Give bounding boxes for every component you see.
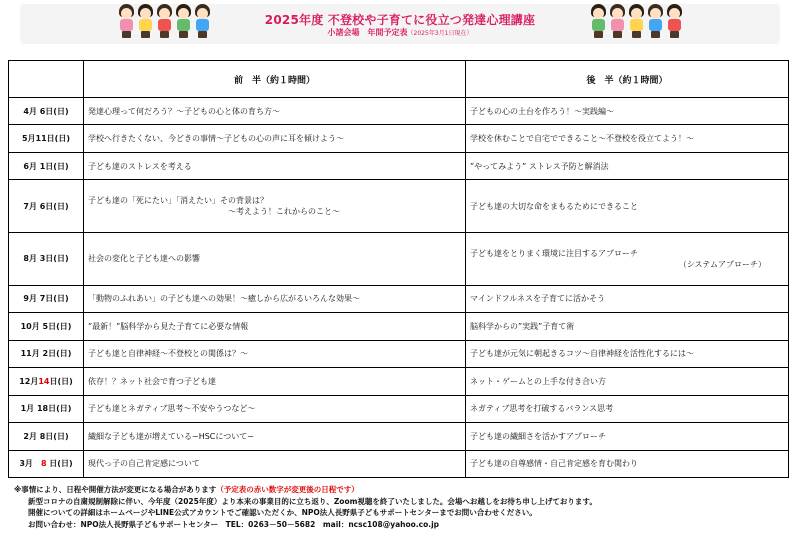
- first-half-topic: 学校へ行きたくない、今どきの事情～子どもの心の声に耳を傾けよう～: [84, 125, 466, 152]
- session-date: [9, 368, 84, 395]
- first-half-topic: 子ども達と自律神経～不登校との関係は？～: [84, 340, 466, 367]
- second-half-topic: 学校を休むことで自宅でできること～不登校を役立てよう！～: [466, 125, 789, 152]
- table-row: [9, 395, 789, 422]
- table-row: [9, 180, 789, 233]
- table-row: [9, 98, 789, 125]
- first-half-topic: 子ども達のストレスを考える: [84, 152, 466, 179]
- first-half-topic: 子ども達とネガティブ思考～不安やうつなど～: [84, 395, 466, 422]
- asof-label: （2025年3月1日現在）: [407, 30, 473, 37]
- details-notice: 開催についての詳細はホームページやLINE公式アカウントでご確認いただくか、NPO法人長野県子どもサポートセンターまでお問い合わせください。: [28, 508, 537, 517]
- schedule-table: [8, 60, 789, 478]
- change-notice-lead: ※事情により、日程や開催方法が変更になる場合があります: [14, 485, 217, 494]
- second-half-topic: 子ども達の自尊感情・自己肯定感を育む関わり: [466, 450, 789, 478]
- footer-notes: [14, 484, 784, 530]
- first-half-topic: 依存！？ネット社会で育つ子ども達: [84, 368, 466, 395]
- page-title: 2025年度 不登校や子育てに役立つ発達心理講座: [264, 13, 536, 27]
- first-half-topic: 社会の変化と子ども達への影響: [84, 233, 466, 286]
- first-half-topic: ”最新！”脳科学から見た子育てに必要な情報: [84, 313, 466, 340]
- second-half-topic: 子どもの心の土台を作ろう！～実践編～: [466, 98, 789, 125]
- changed-date-number: 14: [38, 376, 50, 386]
- first-half-topic: 繊細な子ども達が増えている~HSCについて~: [84, 423, 466, 450]
- second-half-topic: 子ども達の大切な命をまもるためにできること: [466, 180, 789, 233]
- table-row: [9, 423, 789, 450]
- date-suffix: 日(日): [46, 459, 73, 469]
- table-header-row: [9, 61, 789, 98]
- second-half-topic: 子ども達の繊細さを活かすアプローチ: [466, 423, 789, 450]
- second-half-topic: 脳科学からの”実践”子育て術: [466, 313, 789, 340]
- first-half-topic-line1: 子ども達の「死にたい」「消えたい」その背景は？: [88, 196, 268, 206]
- session-date: 9月 7日(日): [9, 285, 84, 312]
- second-half-topic: 子ども達が元気に朝起きるコツ～自律神経を活性化するには～: [466, 340, 789, 367]
- session-date: 10月 5日(日): [9, 313, 84, 340]
- session-date: 2月 8日(日): [9, 423, 84, 450]
- date-suffix: 日(日): [49, 376, 73, 386]
- table-row: [9, 125, 789, 152]
- second-half-topic: ネガティブ思考を打破するバランス思考: [466, 395, 789, 422]
- session-date: 8月 3日(日): [9, 233, 84, 286]
- session-date: 1月 18日(日): [9, 395, 84, 422]
- first-half-topic: 「動物のふれあい」の子ども達への効果！～癒しから広がるいろんな効果～: [84, 285, 466, 312]
- session-date: 5月11日(日): [9, 125, 84, 152]
- session-date: 11月 2日(日): [9, 340, 84, 367]
- table-row: [9, 450, 789, 478]
- contact-info: お問い合わせ：NPO法人長野県子どもサポートセンター TEL：0263－50－5682 mail：ncsc108@yahoo.co.jp: [28, 519, 440, 529]
- second-half-topic-line2: （システムアプローチ）: [678, 259, 766, 269]
- second-half-topic: ”やってみよう” ストレス予防と解消法: [466, 152, 789, 179]
- first-half-topic: [84, 180, 466, 233]
- table-row: [9, 340, 789, 367]
- change-notice-red: （予定表の赤い数字が変更後の日程です）: [216, 485, 359, 494]
- date-month: 12月: [19, 376, 39, 386]
- second-half-header: 後 半（約１時間）: [466, 61, 789, 98]
- date-month: 3月: [19, 459, 41, 469]
- second-half-topic-line1: 子ども達をとりまく環境に注目するアプローチ: [470, 248, 638, 258]
- table-row: [9, 285, 789, 312]
- first-half-topic-line2: ～考えよう！これからのこと～: [228, 207, 340, 217]
- session-date: 4月 6日(日): [9, 98, 84, 125]
- session-date: 6月 1日(日): [9, 152, 84, 179]
- second-half-topic: [466, 233, 789, 286]
- first-half-header: 前 半（約１時間）: [84, 61, 466, 98]
- table-row: [9, 313, 789, 340]
- changed-date-number: 8: [40, 459, 47, 469]
- table-row: [9, 368, 789, 395]
- change-notice: [14, 484, 784, 496]
- page-subtitle: [0, 27, 800, 38]
- second-half-topic: マインドフルネスを子育てに活かそう: [466, 285, 789, 312]
- first-half-topic: 現代っ子の自己肯定感について: [84, 450, 466, 478]
- zoom-notice: 新型コロナの自粛規制解除に伴い、今年度（2025年度）より本来の事業目的に立ち返り、Zoom視聴を終了いたしました。会場へお越しをお待ち申し上げております。: [28, 496, 597, 506]
- session-date: [9, 450, 84, 478]
- date-column-header: [9, 61, 84, 98]
- table-row: [9, 152, 789, 179]
- first-half-topic: 発達心理って何だろう？～子どもの心と体の育ち方～: [84, 98, 466, 125]
- venue-label: 小諸会場 年間予定表: [327, 28, 408, 37]
- second-half-topic: ネット・ゲームとの上手な付き合い方: [466, 368, 789, 395]
- table-row: [9, 233, 789, 286]
- session-date: 7月 6日(日): [9, 180, 84, 233]
